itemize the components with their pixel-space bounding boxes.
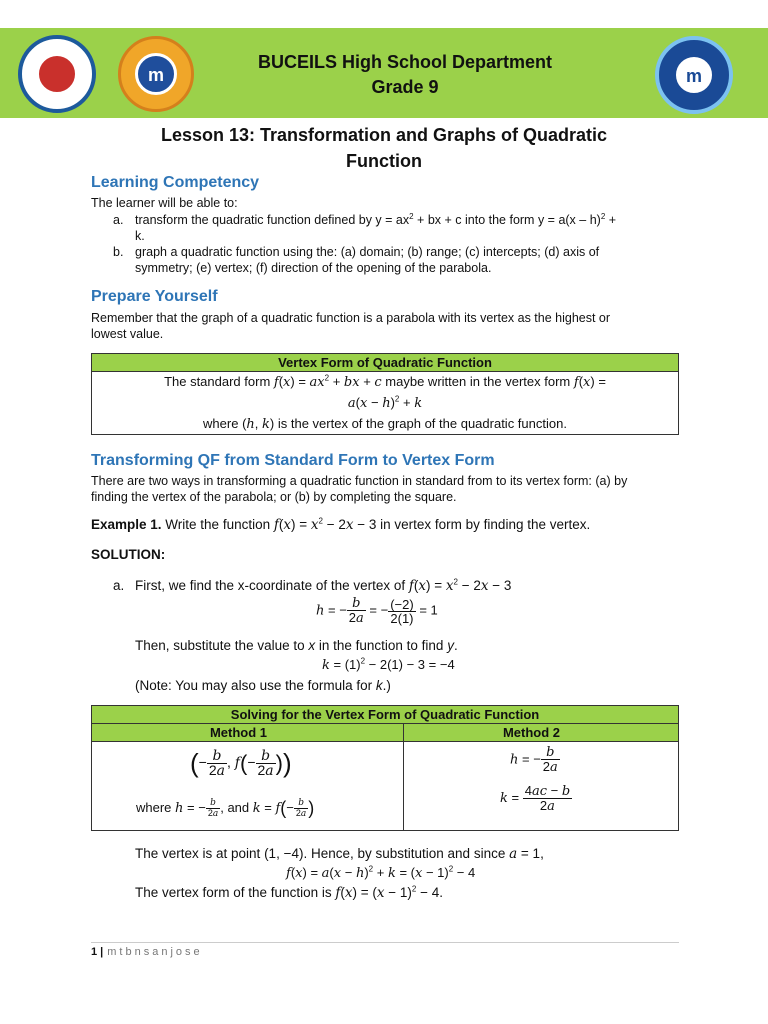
vertex-methods-table — [91, 705, 679, 831]
substitute-line: Then, substitute the value to x in the function to find y. — [135, 638, 458, 653]
k-computation: $k = (1)^2 - 2(1) - 3 = -4$ — [322, 656, 455, 673]
grade-label: Grade 9 — [371, 77, 439, 97]
prepare-yourself-heading: Prepare Yourself — [91, 288, 218, 305]
method-2-h: h = − $\frac{b}{2a}$ — [510, 745, 558, 775]
vertex-form-line1: The standard form $f(x) = ax^2$ + bx + c maybe written in the vertex form f(x) = — [164, 373, 606, 390]
university-seal-logo — [18, 35, 96, 113]
college-of-education-logo: m — [118, 36, 194, 112]
method-2-header: Method 2 — [502, 725, 561, 740]
prepare-paragraph: Remember that the graph of a quadratic function is a parabola with its vertex as the highest or lowest value. — [91, 311, 611, 341]
method-1-header: Method 1 — [209, 725, 268, 740]
vertex-form-line3: where (h, k) is the vertex of the graph of the quadratic function. — [203, 416, 567, 432]
author-name: mtbnsanjose — [107, 946, 203, 958]
vertex-form-line2: $a(x - h)^2 + k$ — [347, 394, 423, 411]
method-1-where: where h = − $\frac{b}{2a}$ , and k = f(− $\frac{b}{2a}$ ) — [136, 797, 315, 819]
example-1: Example 1. Write the function $f(x) = x^2 - 2x - 3$ in vertex form by finding the vertex. — [91, 516, 591, 533]
transforming-heading: Transforming QF from Standard Form to Vertex Form — [91, 452, 495, 469]
method-2-k: k = $\frac{4ac - b}{2a}$ — [500, 783, 571, 814]
learning-competency-heading: Learning Competency — [91, 174, 260, 191]
substitution-equation: $f(x) = a(x - h)^2 + k = (x - 1)^2 - 4$ — [286, 864, 476, 881]
footer-divider — [91, 942, 679, 943]
school-department-title: BUCEILS High School Department — [257, 52, 553, 72]
method-1-vertex-expression: (− $\frac{b}{2a}$ , f(− $\frac{b}{2a}$ )) — [190, 747, 292, 779]
laboratory-school-logo: m — [655, 36, 733, 114]
vertex-form-box — [91, 353, 679, 435]
note-line: (Note: You may also use the formula for k.) — [135, 678, 391, 693]
learning-intro: The learner will be able to: — [91, 196, 238, 210]
transforming-paragraph: There are two ways in transforming a quadratic function in standard from to its vertex form: (a) by finding the vertex of the parabola; or (b) by completing the square. — [91, 474, 628, 504]
lesson-title: Lesson 13: Transformation and Graphs of Quadratic Function — [160, 125, 608, 171]
page-number: 1 | — [91, 946, 104, 958]
solution-label: SOLUTION: — [91, 547, 166, 562]
page-footer — [91, 946, 203, 958]
h-formula: h = − $\frac{b}{2a}$ = − $\frac{(-2)}{2(1)}$ = 1 — [316, 596, 438, 626]
methods-table-title: Solving for the Vertex Form of Quadratic Function — [92, 706, 678, 724]
header-band — [0, 28, 768, 118]
vertex-point-line: The vertex is at point (1, −4). Hence, by substitution and since a = 1, — [135, 846, 544, 862]
vertex-form-result: The vertex form of the function is $f(x) = (x - 1)^2 - 4$. — [135, 884, 443, 901]
vertex-form-box-title: Vertex Form of Quadratic Function — [92, 354, 678, 372]
